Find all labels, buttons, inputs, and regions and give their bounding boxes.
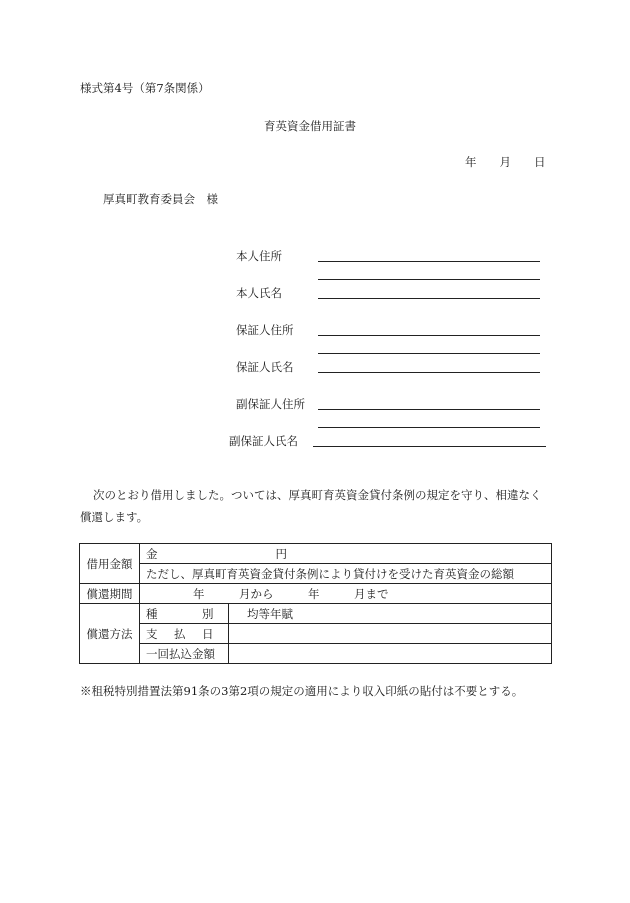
sub-guarantor-address-line-continued <box>318 427 540 428</box>
loan-terms-table <box>79 543 552 664</box>
installment-amount-label: 一回払込金額 <box>140 644 229 664</box>
amount-prefix: 金 <box>146 546 158 561</box>
method-label: 償還方法 <box>80 604 140 664</box>
table-row <box>80 564 552 584</box>
table-row <box>80 624 552 644</box>
sub-guarantor-address-label: 副保証人住所 <box>236 397 305 411</box>
amount-unit: 円 <box>275 546 287 561</box>
principal-name-label: 本人氏名 <box>236 286 282 300</box>
sub-guarantor-name-label: 副保証人氏名 <box>229 434 298 448</box>
payment-day-value <box>229 624 552 644</box>
date-line: 年 月 日 <box>465 155 546 169</box>
installment-amount-value <box>229 644 552 664</box>
table-row <box>80 644 552 664</box>
principal-address-line <box>318 261 540 262</box>
method-type-label: 種 別 <box>140 604 229 624</box>
payment-day-label: 支 払 日 <box>140 624 229 644</box>
table-row <box>80 604 552 624</box>
principal-address-line-continued <box>318 279 540 280</box>
guarantor-address-label: 保証人住所 <box>236 323 294 337</box>
period-label: 償還期間 <box>80 584 140 604</box>
sub-guarantor-name-line <box>313 446 546 447</box>
stamp-duty-footnote: ※租税特別措置法第91条の3第2項の規定の適用により収入印紙の貼付は不要とする。 <box>80 684 524 698</box>
document-title: 育英資金借用証書 <box>264 119 356 133</box>
statement-line: 次のとおり借用しました。ついては、厚真町育英資金貸付条例の規定を守り、相違なく <box>93 488 542 502</box>
table-row <box>80 544 552 564</box>
method-type-value: 均等年賦 <box>229 604 552 624</box>
guarantor-address-line-continued <box>318 353 540 354</box>
period-value: 年 月から 年 月まで <box>140 584 552 604</box>
form-number: 様式第4号（第7条関係） <box>80 81 210 95</box>
amount-cell <box>140 544 552 564</box>
table-row <box>80 584 552 604</box>
sub-guarantor-address-line <box>318 409 540 410</box>
amount-note: ただし、厚真町育英資金貸付条例により貸付けを受けた育英資金の総額 <box>140 564 552 584</box>
guarantor-address-line <box>318 335 540 336</box>
statement-line: 償還します。 <box>80 510 149 524</box>
principal-address-label: 本人住所 <box>236 249 282 263</box>
amount-label: 借用金額 <box>80 544 140 584</box>
principal-name-line <box>318 298 540 299</box>
guarantor-name-line <box>318 372 540 373</box>
guarantor-name-label: 保証人氏名 <box>236 360 294 374</box>
addressee: 厚真町教育委員会 様 <box>103 192 218 206</box>
